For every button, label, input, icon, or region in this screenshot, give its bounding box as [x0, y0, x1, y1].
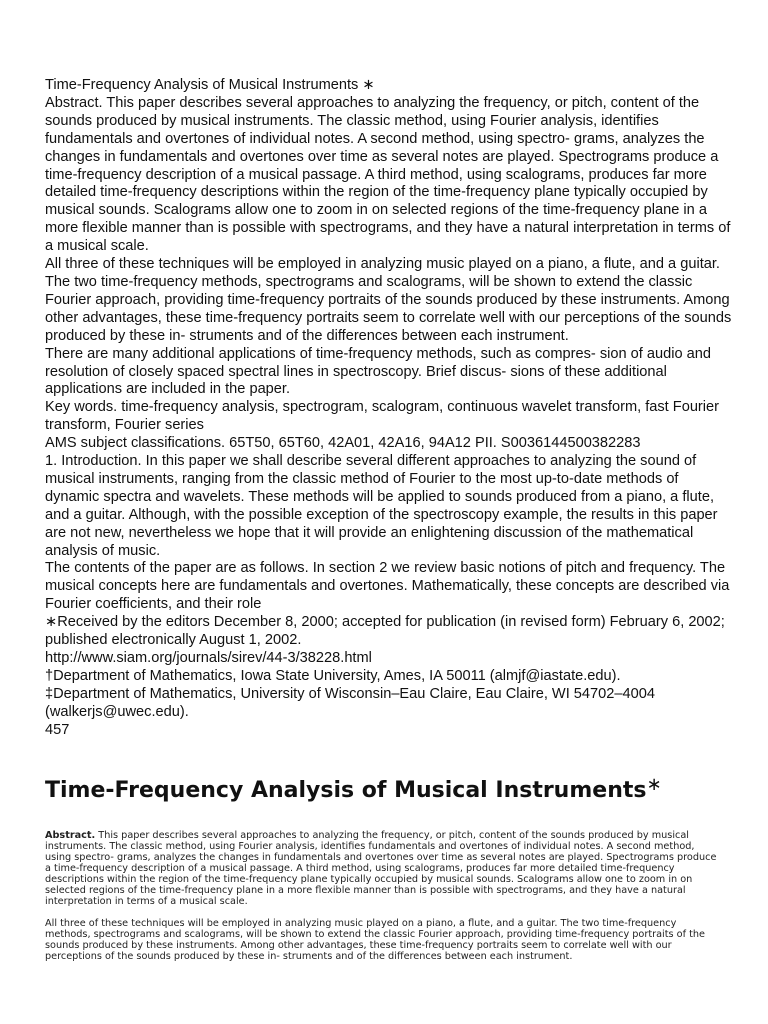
abstract-label: Abstract.	[45, 830, 96, 841]
rendered-abstract	[45, 830, 721, 907]
abstract-text: This paper describes several approaches to analyzing the frequency, or pitch, content of the sounds produced by musical instruments. The classic method, using Fourier analysis, identifies fundamentals and overtones of individual notes. A second method, using spectro- grams, analyzes the changes in fundamentals and overtones over time as several notes are played. Spectrograms produce a time-frequency description of a musical passage. A third method, using scalograms, produces far more detailed time-frequency descriptions within the region of the time-frequency plane typically occupied by musical sounds. Scalograms allow one to zoom in on selected regions of the time-frequency plane in a more flexible manner than is possible with spectrograms, and they have a natural interpretation in terms of a musical scale.	[45, 830, 717, 907]
plain-affiliation-1: †Department of Mathematics, Iowa State University, Ames, IA 50011 (almjf@iastate.edu).	[45, 667, 621, 684]
paper-title-text: Time-Frequency Analysis of Musical Instruments	[45, 778, 647, 803]
plain-title-line: Time-Frequency Analysis of Musical Instruments ∗	[45, 77, 375, 93]
plain-paragraph-techniques: All three of these techniques will be employed in analyzing music played on a piano, a flute, and a guitar. The two time-frequency methods, spectrograms and scalograms, will be shown to extend the classic Fourier approach, providing time-frequency portraits of the sounds produced by these instruments. Among other advantages, these time-frequency portraits seem to correlate well with our perceptions of the sounds produced by these in- struments and of the differences between each instrument.	[45, 256, 732, 344]
plain-text-block	[45, 77, 735, 740]
plain-page-number: 457	[45, 721, 70, 738]
plain-ams-classifications: AMS subject classifications. 65T50, 65T60, 42A01, 42A16, 94A12 PII. S0036144500382283	[45, 435, 641, 452]
plain-introduction: 1. Introduction. In this paper we shall describe several different approaches to analyzing the sound of musical instruments, ranging from the classic method of Fourier to the most up-to-date methods of dynamic spectra and wavelets. These methods will be applied to sounds produced from a piano, a flute, and a guitar. Although, with the possible exception of the spectroscopy example, the results in this paper are not new, nevertheless we hope that it will provide an enlightening discussion of the mathematical analysis of music.	[45, 453, 718, 559]
plain-abstract: Abstract. This paper describes several approaches to analyzing the frequency, or pitch, content of the sounds produced by musical instruments. The classic method, using Fourier analysis, identifies fundamentals and overtones of individual notes. A second method, using spectro- grams, analyzes the changes in fundamentals and overtones over time as several notes are played. Spectrograms produce a time-frequency description of a musical passage. A third method, using scalograms, produces far more detailed time-frequency descriptions within the region of the time-frequency plane typically occupied by musical sounds. Scalograms allow one to zoom in on selected regions of the time-frequency plane in a more flexible manner than is possible with spectrograms, and they have a natural interpretation in terms of a musical scale.	[45, 94, 731, 255]
title-footnote-mark: ∗	[646, 774, 662, 795]
plain-contents: The contents of the paper are as follows. In section 2 we review basic notions of pitch and frequency. The musical concepts here are fundamentals and overtones. Mathematically, these concepts are described via Fourier coefficients, and their role	[45, 560, 730, 613]
plain-url: http://www.siam.org/journals/sirev/44-3/38228.html	[45, 650, 372, 666]
rendered-abstract-block	[45, 830, 721, 973]
plain-paragraph-applications: There are many additional applications of time-frequency methods, such as compres- sion of audio and resolution of closely spaced spectral lines in spectroscopy. Brief discus- sions of these additional applications are included in the paper.	[45, 345, 711, 398]
rendered-paragraph-techniques: All three of these techniques will be employed in analyzing music played on a piano, a flute, and a guitar. The two time-frequency methods, spectrograms and scalograms, will be shown to extend the classic Fourier approach, providing time-frequency portraits of the sounds produced by these instruments. Among other advantages, these time-frequency portraits seem to correlate well with our perceptions of the sounds produced by these in- struments and of the differences between each instrument.	[45, 918, 705, 962]
plain-received-footnote: ∗Received by the editors December 8, 2000; accepted for publication (in revised form) February 6, 2002; published electronically August 1, 2002.	[45, 614, 725, 649]
plain-keywords: Key words. time-frequency analysis, spectrogram, scalogram, continuous wavelet transform, fast Fourier transform, Fourier series	[45, 399, 720, 434]
paper-title	[45, 771, 745, 805]
plain-affiliation-2: ‡Department of Mathematics, University of Wisconsin–Eau Claire, Eau Claire, WI 54702–4004 (walkerjs@uwec.edu).	[45, 685, 655, 720]
